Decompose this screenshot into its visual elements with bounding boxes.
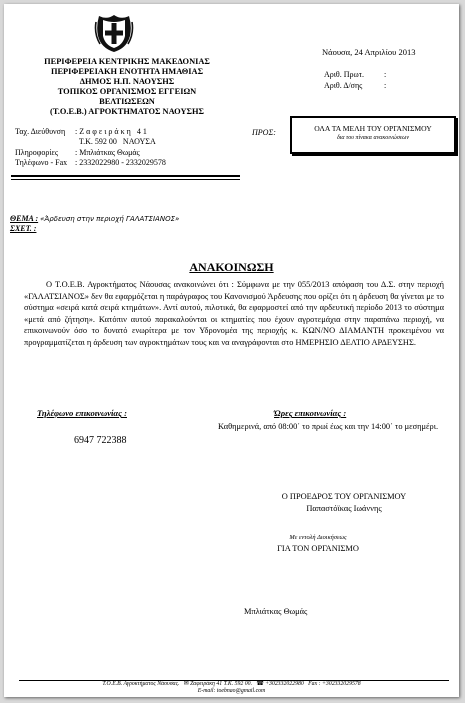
protocol-label: Αριθ. Πρωτ. bbox=[324, 70, 365, 79]
reference-block bbox=[324, 70, 386, 91]
announcement-title: ΑΝΑΚΟΙΝΩΣΗ bbox=[189, 260, 274, 274]
org-line: ΒΕΛΤΙΩΣΕΩΝ bbox=[99, 97, 155, 106]
header-divider bbox=[11, 175, 240, 177]
org-line: ΠΕΡΙΦΕΡΕΙΑ ΚΕΝΤΡΙΚΗΣ ΜΑΚΕΔΟΝΙΑΣ bbox=[44, 57, 210, 66]
president-signature bbox=[234, 491, 454, 514]
footer-address: Ζαφειράκη 41 Τ.Κ. 592 00. bbox=[190, 681, 253, 687]
for-organization: ΓΙΑ ΤΟΝ ΟΡΓΑΝΙΣΜΟ bbox=[277, 544, 359, 553]
footer-email: E-mail: toebnao@gmail.com bbox=[197, 688, 266, 694]
address-value: : Ζ α φ ε ι ρ ά κ η 4 1 bbox=[75, 127, 147, 136]
signer-name: Μπλιάτκας Θωμάς bbox=[244, 607, 308, 616]
footer-fax: Fax : +302332029578 bbox=[308, 681, 361, 687]
president-name: Παπαστόϊκας Ιωάννης bbox=[306, 503, 382, 513]
org-line: ΔΗΜΟΣ Η.Π. ΝΑΟΥΣΗΣ bbox=[79, 77, 175, 86]
president-role: Ο ΠΡΟΕΔΡΟΣ ΤΟΥ ΟΡΓΑΝΙΣΜΟΥ bbox=[281, 492, 407, 501]
postal-value: Τ.Κ. 592 00 ΝΑΟΥΣΑ bbox=[75, 137, 156, 147]
footer-org: Τ.Ο.Ε.Β. Αγροκτήματος Νάουσας. bbox=[102, 681, 180, 687]
recipient-main: ΟΛΑ ΤΑ ΜΕΛΗ ΤΟΥ ΟΡΓΑΝΙΣΜΟΥ bbox=[314, 124, 432, 133]
envelope-icon: ✉ bbox=[183, 681, 189, 687]
document-page bbox=[4, 4, 459, 697]
protocol-value: : bbox=[384, 70, 387, 79]
reference-label: ΣΧΕΤ. : bbox=[10, 224, 37, 233]
org-line: ΤΟΠΙΚΟΣ ΟΡΓΑΝΙΣΜΟΣ ΕΓΓΕΙΩΝ bbox=[57, 87, 197, 96]
organization-block bbox=[18, 57, 236, 117]
contact-phone-number: 6947 722388 bbox=[74, 435, 127, 446]
announcement-body: Ο Τ.Ο.Ε.Β. Αγροκτήματος Νάουσας ανακοινώνει ότι : Σύμφωνα με την 055/2013 απόφαση του Δ.Σ. στην περιοχή «ΓΑΛΑΤΣΙΑΝΟΣ» δεν θα εφαρμόζεται η παράγραφος του Κανονισμού Άρδευσης που ορίζει ότι η άρδευση θα γίνεται με το σύστημα «σειρά κατά σειρά κτημάτων». Αντί αυτού, πιλοτικά, θα εφαρμοστεί από την αρδευτική περίοδο 2013 το σύστημα «μετά από ζήτηση». Κατόπιν αυτού παρακαλούνται οι κτηματίες που έχουν αγροτεμάχια στην παραπάνω περιοχή, να επικοινωνούν όσο το δυνατό ενωρίτερα με τον Υδρονομέα της περιοχής κ. ΚΩΝ/ΝΟ ΔΙΑΜΑΝΤΗ προκειμένου να προγραμματίζεται η άρδευση των αγροκτημάτων τους και να αναγράφονται στο ΗΜΕΡΗΣΙΟ ΔΕΛΤΙΟ ΑΡΔΕΥΣΗΣ. bbox=[24, 280, 444, 347]
phone-value: : 2332022980 - 2332029578 bbox=[75, 158, 166, 168]
contact-block bbox=[15, 127, 166, 169]
decision-label: Αριθ. Δ/σης bbox=[324, 80, 363, 90]
greek-coat-of-arms-icon bbox=[93, 12, 135, 54]
footer-phone: +302332022980 bbox=[265, 681, 304, 687]
phone-icon: ☎ bbox=[256, 681, 264, 687]
address-label: Ταχ. Διεύθυνση bbox=[15, 127, 66, 136]
org-line: ΠΕΡΙΦΕΡΕΙΑΚΗ ΕΝΟΤΗΤΑ ΗΜΑΘΙΑΣ bbox=[50, 67, 204, 76]
contact-phone-label: Τηλέφωνο επικοινωνίας : bbox=[37, 408, 127, 418]
header-divider-thin bbox=[11, 179, 240, 180]
recipient-sub: δια του πίνακα ανακοινώσεων bbox=[336, 135, 410, 141]
phone-label: Τηλέφωνο - Fax bbox=[15, 158, 68, 168]
recipient-box bbox=[290, 116, 456, 154]
contact-hours-text: Καθημερινά, από 08:00΄ το πρωί έως και την 14:00΄ το μεσημέρι. bbox=[218, 422, 439, 431]
subject-label: ΘΕΜΑ : bbox=[10, 214, 39, 223]
decision-value: : bbox=[384, 80, 387, 90]
contact-hours-label: Ώρες επικοινωνίας : bbox=[274, 408, 347, 418]
subject-block bbox=[10, 214, 179, 234]
order-note: Με εντολή Διοικήσεως bbox=[289, 534, 347, 541]
subject-value: «Άρδευση στην περιοχή ΓΑΛΑΤΣΙΑΝΟΣ» bbox=[40, 215, 180, 223]
info-label: Πληροφορίες bbox=[15, 147, 59, 157]
recipient-label: ΠΡΟΣ: bbox=[252, 128, 276, 137]
document-date: Νάουσα, 24 Απριλίου 2013 bbox=[322, 47, 416, 57]
org-line: (Τ.Ο.Ε.Β.) ΑΓΡΟΚΤΗΜΑΤΟΣ ΝΑΟΥΣΗΣ bbox=[50, 107, 204, 116]
order-block bbox=[236, 534, 400, 553]
footer bbox=[4, 681, 459, 695]
info-value: : Μπλιάτκας Θωμάς bbox=[75, 147, 140, 157]
